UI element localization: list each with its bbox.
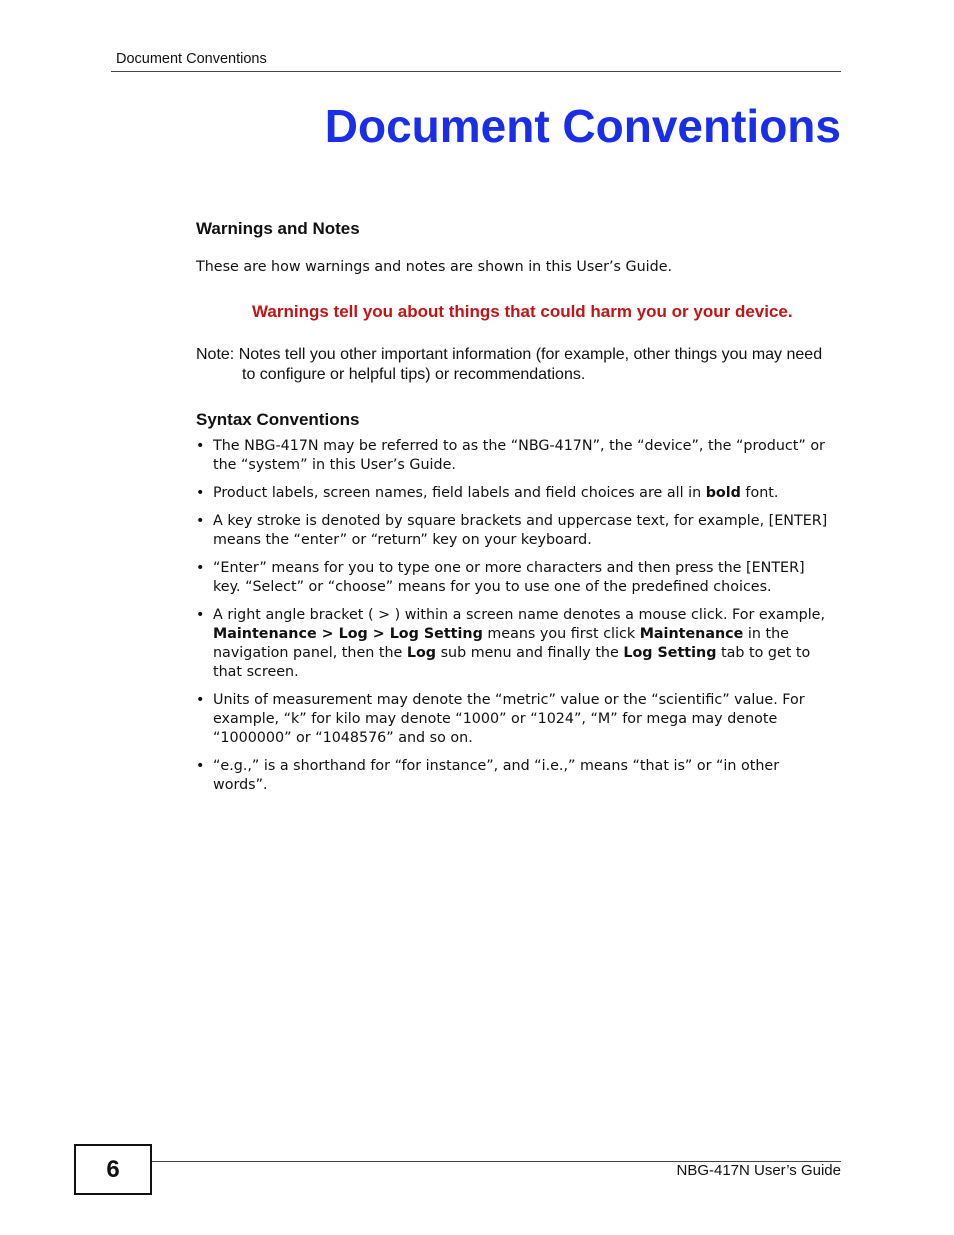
warning-example: Warnings tell you about things that could harm you or your device. — [252, 302, 793, 321]
list-item — [196, 606, 836, 682]
bold-menu-path: Maintenance > Log > Log Setting — [213, 625, 483, 642]
bold-term: Maintenance — [639, 625, 744, 642]
warnings-notes-heading: Warnings and Notes — [196, 219, 360, 238]
list-item — [196, 559, 836, 597]
note-example: Note: Notes tell you other important information (for example, other things you may need to configure or helpful tips) or recommendations. — [196, 345, 823, 383]
list-item-text: “Enter” means for you to type one or more characters and then press the [ENTER] key. “Select” or “choose” means for you to use one of the predefined choices. — [213, 559, 805, 595]
bullet-icon: • — [196, 512, 205, 529]
list-item — [196, 484, 836, 503]
bullet-icon: • — [196, 691, 205, 708]
running-footer: NBG-417N User’s Guide — [676, 1162, 841, 1179]
bullet-icon: • — [196, 484, 205, 501]
list-item — [196, 691, 836, 748]
header-rule — [111, 71, 841, 72]
list-item-text: “e.g.,” is a shorthand for “for instance”, and “i.e.,” means “that is” or “in other words”. — [213, 757, 780, 793]
list-item — [196, 512, 836, 550]
page-title: Document Conventions — [324, 100, 841, 152]
list-item-text: in the navigation panel, then the — [213, 625, 789, 661]
list-item — [196, 437, 836, 475]
bullet-icon: • — [196, 437, 205, 454]
list-item-text: The NBG-417N may be referred to as the “NBG-417N”, the “device”, the “product” or the “system” in this User’s Guide. — [213, 437, 825, 473]
bold-term: Log — [406, 644, 437, 661]
bullet-icon: • — [196, 757, 205, 774]
list-item-text: Product labels, screen names, field labels and field choices are all in — [213, 484, 706, 501]
list-item-text: font. — [740, 484, 779, 501]
page-number: 6 — [106, 1156, 120, 1183]
running-header: Document Conventions — [116, 51, 267, 67]
bold-term: bold — [705, 484, 741, 501]
list-item-text: Units of measurement may denote the “metric” value or the “scientific” value. For example, “k” for kilo may denote “1000” or “1024”, “M” for mega may denote “1000000” or “1048576” and so on. — [213, 691, 805, 746]
syntax-conventions-heading: Syntax Conventions — [196, 409, 360, 429]
bold-term: Log Setting — [623, 644, 717, 661]
list-item-text: A key stroke is denoted by square brackets and uppercase text, for example, [ENTER] means the “enter” or “return” key on your keyboard. — [213, 512, 828, 548]
bullet-icon: • — [196, 606, 205, 623]
list-item-text: means you first click — [482, 625, 640, 642]
list-item-text: A right angle bracket ( > ) within a screen name denotes a mouse click. For example, — [213, 606, 826, 623]
syntax-list — [196, 437, 836, 795]
list-item-text: tab to get to that screen. — [213, 644, 811, 680]
bullet-icon: • — [196, 559, 205, 576]
list-item-text: sub menu and finally the — [436, 644, 624, 661]
list-item — [196, 757, 836, 795]
warnings-intro-text: These are how warnings and notes are shown in this User’s Guide. — [196, 259, 673, 275]
page-number-box — [74, 1144, 152, 1195]
main-content — [196, 218, 836, 804]
